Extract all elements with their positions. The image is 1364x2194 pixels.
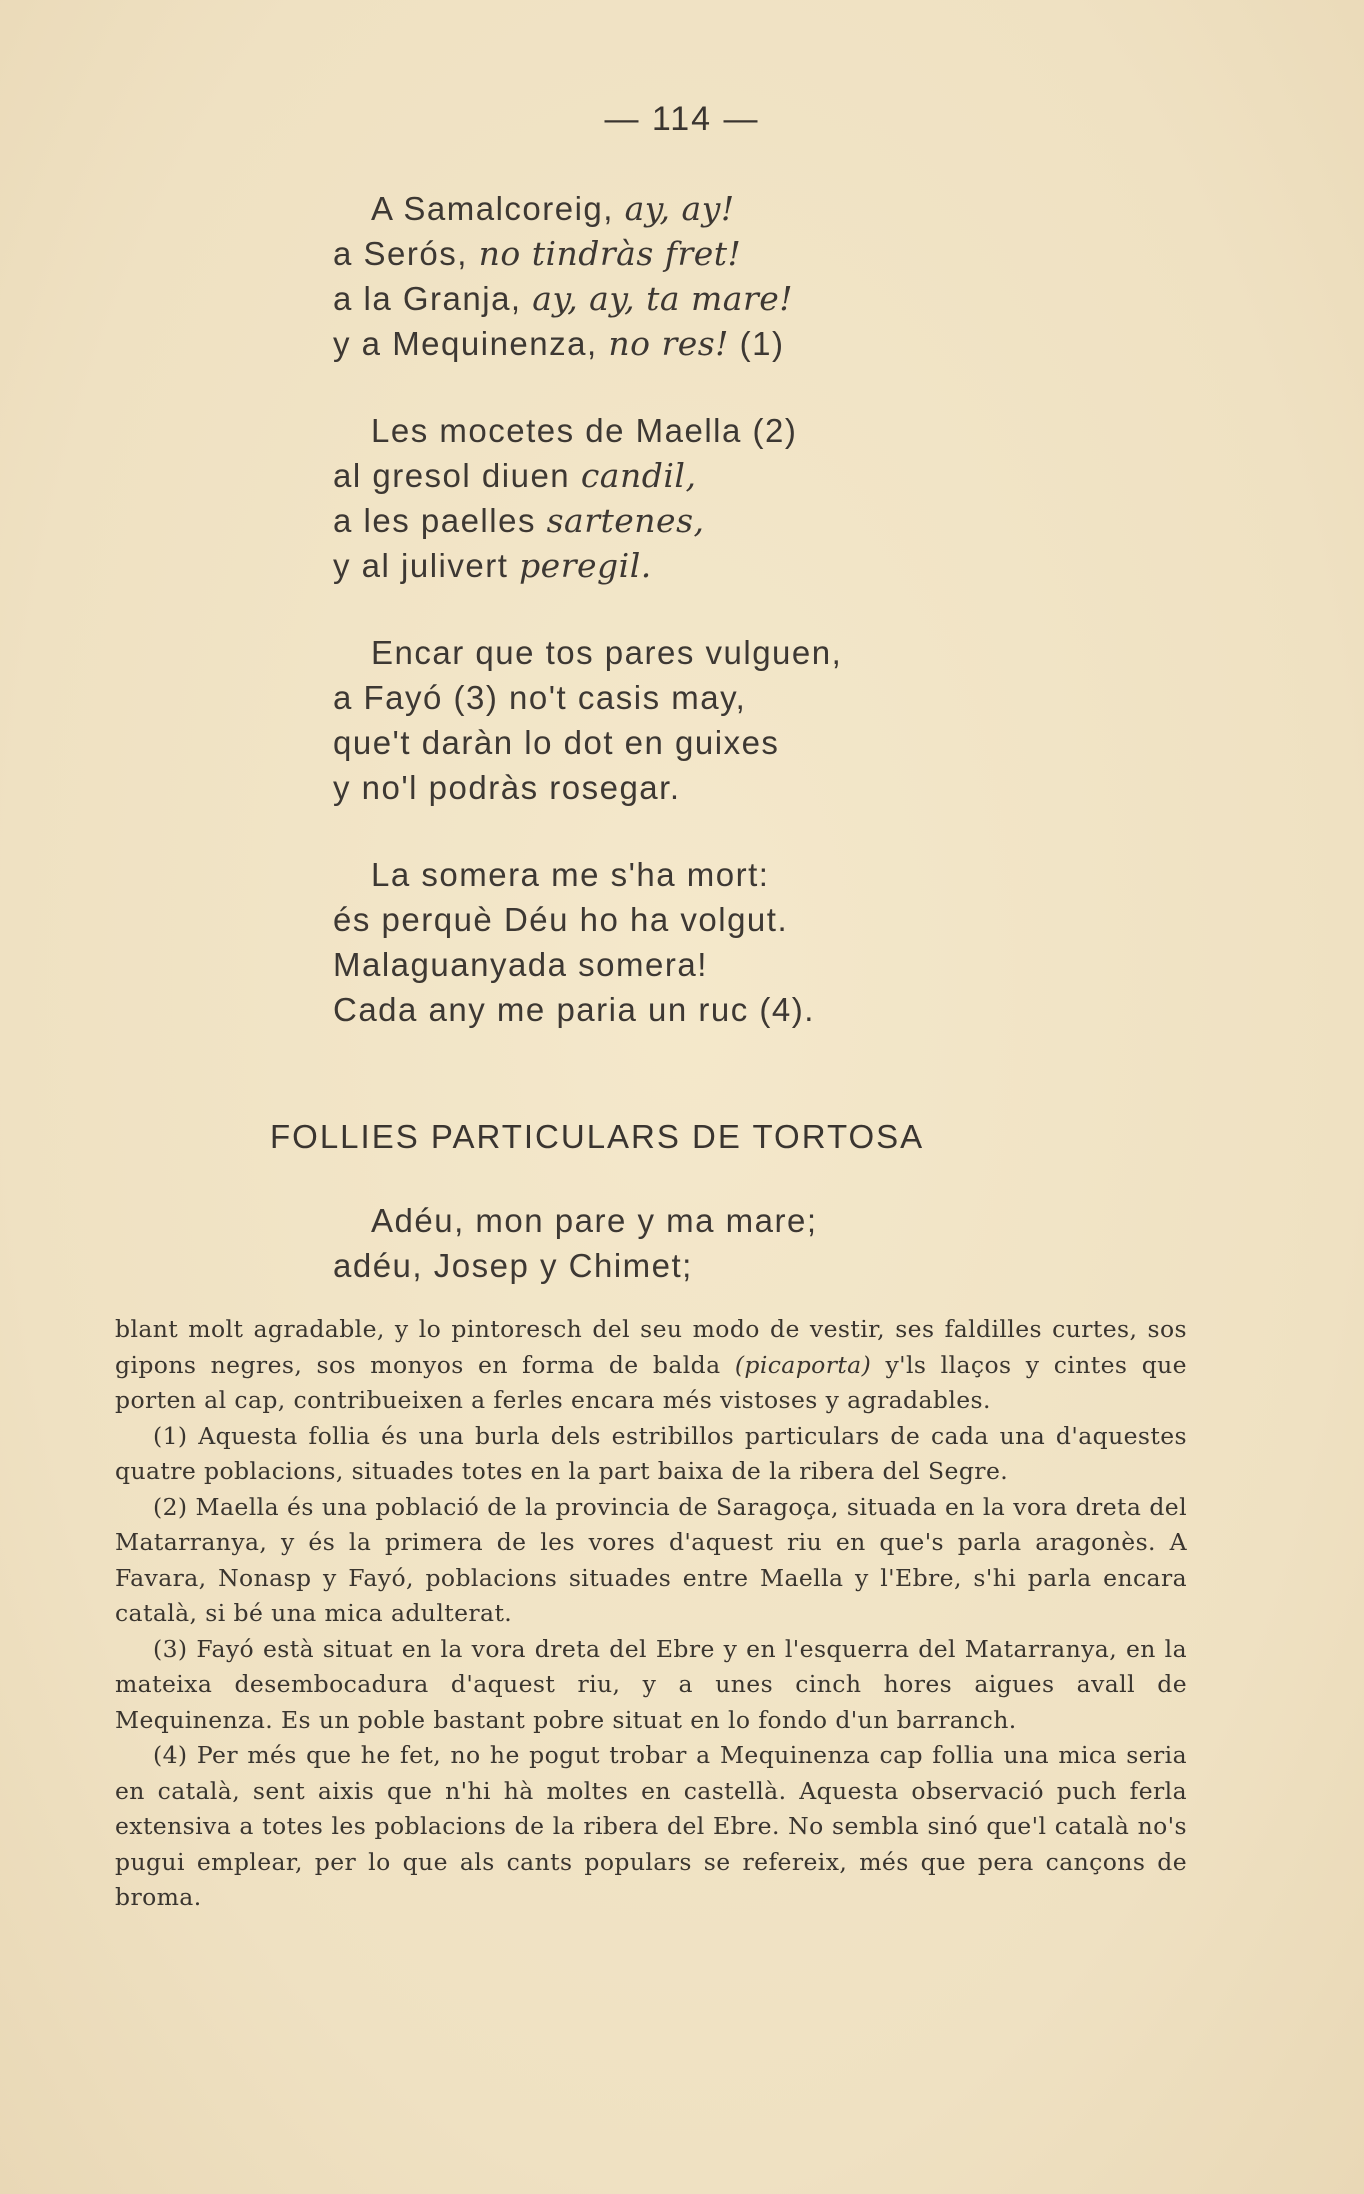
verse-text: adéu, Josep y Chimet; [333,1247,693,1284]
footnote-italic: (picaporta) [734,1350,872,1379]
stanza-fayo [333,630,842,810]
verse-line [333,276,793,321]
verse-text: y no'l podràs rosegar. [333,769,681,806]
verse-text: Malaguanyada somera! [333,946,708,983]
verse-line [333,408,797,453]
verse-line [333,630,842,675]
verse-italic: peregil. [519,546,652,585]
verse-text: A Samalcoreig, [371,190,625,227]
footnote-text: blant molt agradable, y lo pintoresch del seu modo de vestir, ses faldilles curtes, sos gipons negres, sos monyos en forma de balda [115,1315,1187,1379]
verse-line [333,765,842,810]
footnotes [115,1312,1187,1916]
verse-text: a Serós, [333,235,479,272]
verse-line [333,1198,818,1243]
verse-line [333,231,793,276]
verse-text: és perquè Déu ho ha volgut. [333,901,789,938]
verse-italic: no tindràs fret! [478,234,742,273]
verse-line [333,543,797,588]
verse-text: Les mocetes de Maella (2) [371,412,798,449]
verse-line [333,852,815,897]
stanza-somera [333,852,815,1032]
verse-italic: ay, ay, ta mare! [532,279,794,318]
page-number: — 114 — [604,100,760,138]
footnote-text: y'ls llaços y cintes que porten al cap, contribueixen a ferles encara més vistoses y agradables. [115,1350,1187,1414]
footnote-continuation [115,1312,1187,1419]
verse-text: al gresol diuen [333,457,581,494]
verse-text: Encar que tos pares vulguen, [371,634,843,671]
verse-italic: candil, [580,456,697,495]
verse-italic: ay, ay! [624,189,735,228]
verse-text: a les paelles [333,502,547,539]
verse-text: (1) [728,325,785,362]
verse-line [333,942,815,987]
verse-italic: no res! [608,324,729,363]
verse-italic: sartenes, [546,501,705,540]
verse-text: Cada any me paria un ruc (4). [333,991,815,1028]
verse-line [333,897,815,942]
verse-line [333,1243,818,1288]
verse-line [333,453,797,498]
stanza-tortosa [333,1198,818,1288]
section-title: FOLLIES PARTICULARS DE TORTOSA [270,1118,925,1155]
verse-line [333,675,842,720]
verse-line [333,720,842,765]
verse-text: que't daràn lo dot en guixes [333,724,780,761]
verse-text: y a Mequinenza, [333,325,609,362]
stanza-maella [333,408,797,588]
footnote-4: (4) Per més que he fet, no he pogut trobar a Mequinenza cap follia una mica seria en català, sent aixis que n'hi hà moltes en castellà. Aquesta observació puch ferla extensiva a totes les poblacions de la ribera del Ebre. No sembla sinó que'l català no's pugui emplear, per lo que als cants populars se refereix, més que pera cançons de broma. [115,1741,1187,1911]
verse-text: Adéu, mon pare y ma mare; [371,1202,818,1239]
verse-text: a Fayó (3) no't casis may, [333,679,747,716]
verse-line [333,186,793,231]
stanza-samalcoreig [333,186,793,366]
verse-text: y al julivert [333,547,520,584]
footnote-3: (3) Fayó està situat en la vora dreta del Ebre y en l'esquerra del Matarranya, en la mateixa desembocadura d'aquest riu, y a unes cinch hores aigues avall de Mequinenza. Es un poble bastant pobre situat en lo fondo d'un barranch. [115,1634,1187,1734]
footnote-1: (1) Aquesta follia és una burla dels estribillos particulars de cada una d'aquestes quatre poblacions, situades totes en la part baixa de la ribera del Segre. [115,1421,1187,1485]
verse-line [333,498,797,543]
verse-line [333,987,815,1032]
verse-line [333,321,793,366]
footnote-2: (2) Maella és una població de la provincia de Saragoça, situada en la vora dreta del Matarranya, y és la primera de les vores d'aquest riu en que's parla aragonès. A Favara, Nonasp y Fayó, poblacions situades entre Maella y l'Ebre, s'hi parla encara català, si bé una mica adulterat. [115,1492,1187,1627]
verse-text: a la Granja, [333,280,533,317]
verse-text: La somera me s'ha mort: [371,856,770,893]
